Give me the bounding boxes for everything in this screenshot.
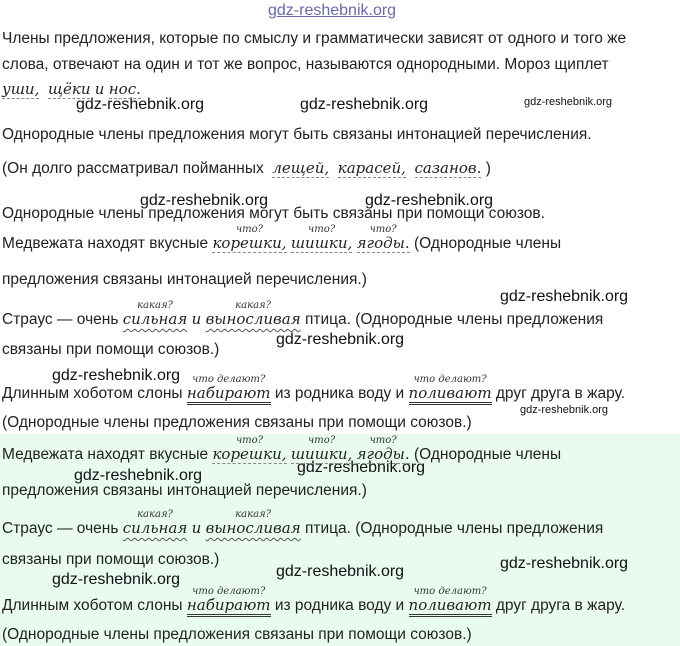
example-bears-line-2: предложения связаны интонацией перечисления.) [2, 271, 367, 288]
homogeneous-word: выносливая [205, 519, 301, 537]
watermark: gdz-reshebnik.org [74, 467, 203, 484]
question-label: что делают? [413, 374, 487, 385]
example-text: друг друга в жару. [495, 597, 626, 614]
homogeneous-word: шишки, [290, 234, 353, 252]
question-label: что? [369, 224, 397, 235]
example-text: Медвежата находят вкусные [2, 446, 209, 463]
question-label: какая? [235, 300, 272, 311]
homogeneous-word: ягоды. [356, 445, 410, 463]
example-bears-repeat-line-2: предложения связаны интонацией перечисления.) [2, 482, 367, 499]
example-bears [2, 224, 562, 253]
example-text: Страус — очень [2, 311, 119, 328]
predicate-word: набирают [187, 384, 271, 405]
homogeneous-word: ягоды. [356, 234, 410, 252]
watermark: gdz-reshebnik.org [276, 563, 405, 580]
example-text: Длинным хоботом слоны [2, 385, 183, 402]
question-label: что? [235, 224, 264, 235]
example-elephants-repeat [2, 586, 626, 615]
watermark: gdz-reshebnik.org [76, 96, 205, 113]
example-word: щёки [47, 80, 91, 98]
watermark: gdz-reshebnik.org [500, 288, 629, 305]
watermark: gdz-reshebnik.org [297, 459, 426, 476]
intro-example [2, 80, 141, 99]
question-label: что? [235, 435, 264, 446]
intro-line-2: слова, отвечают на один и тот же вопрос, называются однородными. Мороз щиплет [2, 56, 609, 73]
watermark: gdz-reshebnik.org [524, 96, 613, 108]
watermark: gdz-reshebnik.org [300, 96, 429, 113]
question-label: что? [308, 224, 336, 235]
homogeneous-word: выносливая [205, 310, 301, 328]
example-elephants-line-2: (Однородные члены предложения связаны при помощи союзов.) [2, 414, 472, 431]
homogeneous-word: сильная [122, 310, 188, 328]
watermark: gdz-reshebnik.org [52, 367, 181, 384]
example-text: ) [485, 160, 491, 177]
example-fish [2, 159, 491, 178]
conjunction: и [191, 310, 202, 328]
intro-line-1: Члены предложения, которые по смыслу и грамматически зависят от одного и того же [2, 30, 627, 47]
example-text: (Он долго рассматривал пойманных [2, 160, 264, 177]
watermark: gdz-reshebnik.org [365, 192, 494, 209]
rule-intonation: Однородные члены предложения могут быть связаны интонацией перечисления. [2, 126, 592, 143]
watermark: gdz-reshebnik.org [520, 404, 609, 416]
question-label: что делают? [413, 586, 487, 597]
homogeneous-word: лещей, [272, 159, 330, 177]
example-elephants-repeat-line-2: (Однородные члены предложения связаны при помощи союзов.) [2, 626, 472, 643]
example-ostrich-repeat-line-2: связаны при помощи союзов.) [2, 551, 220, 568]
predicate-word: набирают [187, 596, 271, 617]
example-text: Медвежата находят вкусные [2, 235, 209, 252]
predicate-word: поливают [409, 384, 492, 405]
example-text: Страус — очень [2, 520, 119, 537]
example-text: (Однородные члены [413, 235, 562, 252]
homogeneous-word: шишки, [290, 445, 353, 463]
watermark: gdz-reshebnik.org [500, 555, 629, 572]
question-label: какая? [235, 509, 272, 520]
homogeneous-word: корешки, [212, 234, 287, 252]
watermark: gdz-reshebnik.org [52, 571, 181, 588]
example-word: уши, [2, 80, 40, 98]
homogeneous-word: сильная [122, 519, 188, 537]
conjunction: и [94, 80, 105, 98]
homogeneous-word: сазанов. [414, 159, 482, 177]
watermark-top[interactable]: gdz-reshebnik.org [268, 2, 397, 19]
example-text: птица. (Однородные члены предложения [304, 311, 604, 328]
example-text: Длинным хоботом слоны [2, 597, 183, 614]
question-label: что? [369, 435, 397, 446]
example-bears-repeat [2, 435, 562, 464]
question-label: какая? [137, 509, 173, 520]
predicate-word: поливают [409, 596, 492, 617]
watermark: gdz-reshebnik.org [276, 331, 405, 348]
example-ostrich-line-2: связаны при помощи союзов.) [2, 341, 220, 358]
watermark: gdz-reshebnik.org [140, 192, 269, 209]
conjunction: и [191, 519, 202, 537]
question-label: что делают? [192, 586, 266, 597]
example-ostrich-repeat [2, 509, 604, 538]
question-label: какая? [137, 300, 173, 311]
homogeneous-word: карасей, [337, 159, 406, 177]
example-word: нос. [108, 80, 141, 98]
example-text: из родника воду и [274, 597, 405, 614]
example-text: из родника воду и [274, 385, 405, 402]
question-label: что делают? [192, 374, 266, 385]
rule-conjunctions: Однородные члены предложения могут быть связаны при помощи союзов. [2, 205, 545, 222]
example-text: (Однородные члены [413, 446, 562, 463]
example-ostrich [2, 300, 604, 329]
homogeneous-word: корешки, [212, 445, 287, 463]
example-text: друг друга в жару. [495, 385, 626, 402]
question-label: что? [308, 435, 336, 446]
example-text: птица. (Однородные члены предложения [304, 520, 604, 537]
